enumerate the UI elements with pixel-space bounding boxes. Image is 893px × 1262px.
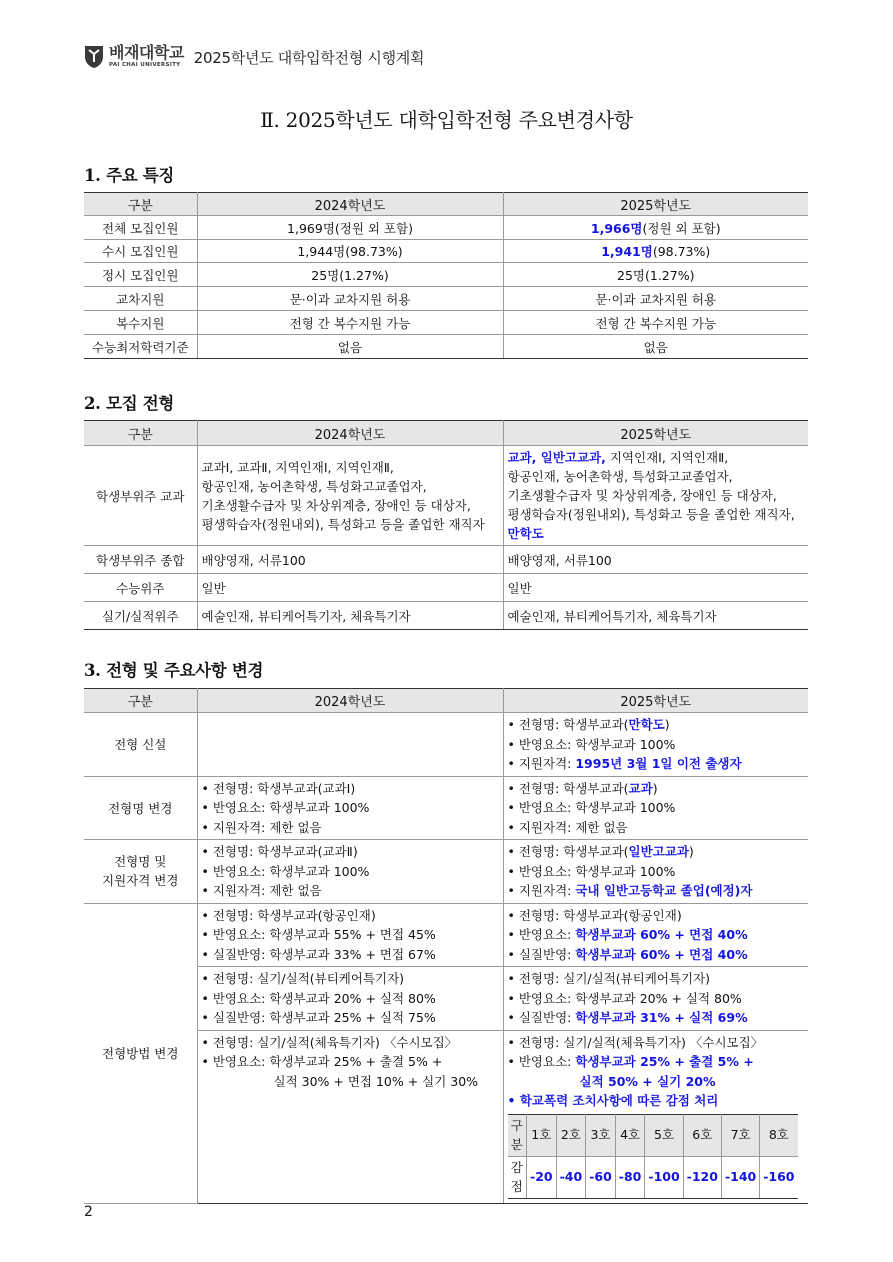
cell-text: 전형명: 학생부교과( [518,844,629,859]
cell-2025: 문·이과 교차지원 허용 [503,287,808,311]
table-row [84,287,808,311]
col-header: 구분 [84,689,197,713]
cell-text: 실질반영: [518,946,576,962]
deduction-points: -40 [556,1156,586,1198]
cell-line: 평생학습자(정원내외), 특성화고 등을 졸업한 재직자 [201,516,485,532]
bullet-line: • 전형명: 실기/실적(체육특기자) 〈수시모집〉 [508,1033,805,1053]
bullet-line: • 반영요소: 학생부교과 55% + 면접 45% [202,925,499,945]
cell-line: 항공인재, 농어촌학생, 특성화고교졸업자, [507,469,733,484]
shield-logo-icon [84,45,104,69]
table-row [84,903,808,967]
cell-line [508,448,805,467]
cell-text: ) [664,717,670,732]
row-label: 교차지원 [84,287,197,311]
cell-2024: 전형 간 복수지원 가능 [197,311,503,335]
bullet-line: • 반영요소: 학생부교과 100% [508,735,805,755]
col-header: 2024학년도 [197,689,503,713]
bullet-line [508,842,805,862]
col-header: 2024학년도 [197,193,503,216]
highlight-text: 국내 일반고등학교 졸업(예정)자 [575,883,753,898]
cell-2024: 일반 [197,574,503,602]
bullet-line: • 반영요소: 학생부교과 100% [508,798,805,818]
deduction-points: -140 [721,1156,759,1198]
cell-2024: 예술인재, 뷰티케어특기자, 체육특기자 [197,602,503,630]
highlight-text: 일반고교과 [628,844,689,859]
bullet-line: • 전형명: 학생부교과(항공인재) [202,906,499,926]
document-title: Ⅱ. 2025학년도 대학입학전형 주요변경사항 [260,108,633,132]
cell-2024: 문·이과 교차지원 허용 [197,287,503,311]
col-header: 2025학년도 [503,193,808,216]
bullet-line: • 지원자격: 제한 없음 [202,818,499,838]
cell-2025: 25명(1.27%) [503,263,808,287]
cell-2024: 없음 [197,335,503,359]
bullet-line: • 전형명: 학생부교과(교과Ⅰ) [202,779,499,799]
table-row [84,713,808,777]
cell-2024: 배양영재, 서류100 [197,546,503,574]
col-header: 2024학년도 [197,421,503,446]
row-label: 전형명 변경 [84,776,197,840]
cell-2025 [503,967,808,1031]
cell-2024 [197,903,503,967]
deduction-grade: 5호 [645,1114,683,1156]
cell-2025 [503,216,808,240]
highlight-text: • 학교폭력 조치사항에 따른 감점 처리 [508,1091,805,1111]
bullet-line: • 반영요소: 학생부교과 100% [202,862,499,882]
deduction-grade: 1호 [527,1114,557,1156]
logo-korean: 배재대학교 [109,43,184,63]
bullet-line: • 전형명: 학생부교과(항공인재) [508,906,805,926]
table-row [84,335,808,359]
row-label: 전형방법 변경 [84,903,197,1203]
deduction-points: -20 [527,1156,557,1198]
bullet-line: • 반영요소: 학생부교과 25% + 출결 5% + [202,1052,499,1072]
cell-text: ) [688,844,694,859]
section-title-changes: 3. 전형 및 주요사항 변경 [84,661,264,680]
cell-line: 기초생활수급자 및 차상위계층, 장애인 등 대상자, [201,497,471,513]
bullet-line: • 반영요소: 학생부교과 20% + 실적 80% [202,989,499,1009]
features-table [84,192,808,359]
cell-2025 [503,240,808,263]
cell-text: 지원자격: [518,883,576,898]
cell-2025: 일반 [503,574,808,602]
header-title: 2025학년도 대학입학전형 시행계획 [193,48,425,67]
deduction-points: -160 [760,1156,798,1198]
bullet-line: • 반영요소: 학생부교과 100% [202,798,499,818]
col-header: 2025학년도 [503,689,808,713]
bullet-line: • 실질반영: 학생부교과 25% + 실적 75% [202,1008,499,1028]
bullet-line: • 전형명: 실기/실적(뷰티케어특기자) [202,969,499,989]
cell-2025: 전형 간 복수지원 가능 [503,311,808,335]
deduction-header: 구분 [508,1114,527,1156]
deduction-row [508,1156,798,1198]
col-header: 구분 [84,421,197,446]
cell-2024 [197,776,503,840]
bullet-line [508,1008,805,1028]
table-row [84,446,808,546]
cell-text: 전형명: 학생부교과( [518,717,629,732]
table-row [84,776,808,840]
cell-2025 [503,713,808,777]
row-label: 정시 모집인원 [84,263,197,287]
table-row [84,546,808,574]
row-label: 수시 모집인원 [84,240,197,263]
bullet-line [508,754,805,774]
highlight-text: 1,941명 [601,244,653,259]
cell-2025: 배양영재, 서류100 [503,546,808,574]
row-label: 수능위주 [84,574,197,602]
bullet-line [508,779,805,799]
deduction-points: -80 [615,1156,645,1198]
continuation-line: 실적 30% + 면접 10% + 실기 30% [273,1073,479,1089]
bullet-line: • 실질반영: 학생부교과 33% + 면접 67% [202,945,499,965]
table-header-row [84,193,808,216]
deduction-table [508,1114,798,1199]
cell-2025 [503,903,808,967]
cell-2024: 25명(1.27%) [197,263,503,287]
cell-text: (정원 외 포함) [642,220,721,236]
highlight-text: 1,966명 [590,220,643,236]
bullet-line [508,1052,805,1072]
cell-2025 [503,446,808,546]
deduction-points: -120 [683,1156,721,1198]
cell-text: (98.73%) [652,244,711,259]
bullet-line [508,881,805,901]
cell-2024-empty [197,713,503,777]
table-row [84,263,808,287]
row-label: 전체 모집인원 [84,216,197,240]
highlight-text: 교과, 일반고교과, [507,450,606,465]
deduction-grade: 6호 [683,1114,721,1156]
col-header: 2025학년도 [503,421,808,446]
row-label: 실기/실적위주 [84,602,197,630]
highlight-text: 학생부교과 31% + 실적 69% [575,1010,748,1025]
cell-line: 항공인재, 농어촌학생, 특성화고교졸업자, [201,478,427,494]
bullet-line: • 반영요소: 학생부교과 20% + 실적 80% [508,989,805,1009]
highlight-text: 실적 50% + 실기 20% [579,1073,716,1089]
highlight-text: 1995년 3월 1일 이전 출생자 [575,756,742,771]
section-title-features: 1. 주요 특징 [84,166,175,185]
logo-english: PAI CHAI UNIVERSITY [109,62,181,69]
highlight-text: 만학도 [628,717,665,732]
cell-2025: 없음 [503,335,808,359]
cell-2025 [503,1030,808,1203]
cell-text: ) [652,780,658,796]
bullet-line: • 지원자격: 제한 없음 [202,881,499,901]
row-label: 복수지원 [84,311,197,335]
bullet-line: • 전형명: 실기/실적(체육특기자) 〈수시모집〉 [202,1033,499,1053]
cell-2025 [503,840,808,904]
cell-2024: 1,969명(정원 외 포함) [197,216,503,240]
deduction-grade: 7호 [721,1114,759,1156]
deduction-header-row [508,1114,798,1156]
bullet-line: • 지원자격: 제한 없음 [508,818,805,838]
bullet-line [508,925,805,945]
bullet-line [508,945,805,965]
highlight-text: 교과 [628,780,653,796]
row-label: 학생부위주 교과 [84,446,197,546]
cell-2024 [197,967,503,1031]
highlight-text: 학생부교과 60% + 면접 40% [575,927,748,942]
cell-2025: 예술인재, 뷰티케어특기자, 체육특기자 [503,602,808,630]
cell-text: 지원자격: [518,756,576,771]
cell-text: 지역인재Ⅰ, 지역인재Ⅱ, [605,450,729,465]
cell-2024 [197,446,503,546]
table-row [84,602,808,630]
deduction-grade: 8호 [760,1114,798,1156]
row-label-line: 지원자격 변경 [102,873,179,889]
cell-line: 교과Ⅰ, 교과Ⅱ, 지역인재Ⅰ, 지역인재Ⅱ, [201,459,394,475]
table-row [84,574,808,602]
cell-2025 [503,776,808,840]
deduction-points: -60 [586,1156,616,1198]
cell-text: 반영요소: [518,1054,576,1069]
table-row [84,840,808,904]
table-header-row [84,421,808,446]
cell-text: 전형명: 학생부교과( [518,780,629,796]
row-label: 수능최저학력기준 [84,335,197,359]
row-label-line: 전형명 및 [114,854,167,870]
highlight-text: 학생부교과 25% + 출결 5% + [575,1054,754,1069]
logo [109,45,184,69]
page-number: 2 [84,1204,93,1220]
page-header [84,40,424,74]
deduction-grade: 2호 [556,1114,586,1156]
deduction-grade: 4호 [615,1114,645,1156]
highlight-text: 학생부교과 60% + 면접 40% [575,946,748,962]
cell-2024: 1,944명(98.73%) [197,240,503,263]
col-header: 구분 [84,193,197,216]
cell-line: 평생학습자(정원내외), 특성화고 등을 졸업한 재직자, [507,507,795,522]
cell-text: 반영요소: [518,927,576,942]
cell-line: 기초생활수급자 및 차상위계층, 장애인 등 대상자, [507,488,777,503]
table-row [84,216,808,240]
deduction-points: -100 [645,1156,683,1198]
changes-table [84,688,808,1204]
section-title-admission-types: 2. 모집 전형 [84,394,175,413]
row-label [84,840,197,904]
cell-2024 [197,840,503,904]
deduction-row-label: 감점 [508,1156,527,1198]
deduction-grade: 3호 [586,1114,616,1156]
admission-types-table [84,420,808,630]
row-label: 전형 신설 [84,713,197,777]
bullet-line: • 반영요소: 학생부교과 100% [508,862,805,882]
highlight-text: 만학도 [507,526,544,541]
table-row [84,311,808,335]
bullet-line: • 전형명: 학생부교과(교과Ⅱ) [202,842,499,862]
bullet-line [508,715,805,735]
row-label: 학생부위주 종합 [84,546,197,574]
cell-2024 [197,1030,503,1203]
cell-text: 실질반영: [518,1010,576,1025]
table-row [84,240,808,263]
table-header-row [84,689,808,713]
bullet-line: • 전형명: 실기/실적(뷰티케어특기자) [508,969,805,989]
